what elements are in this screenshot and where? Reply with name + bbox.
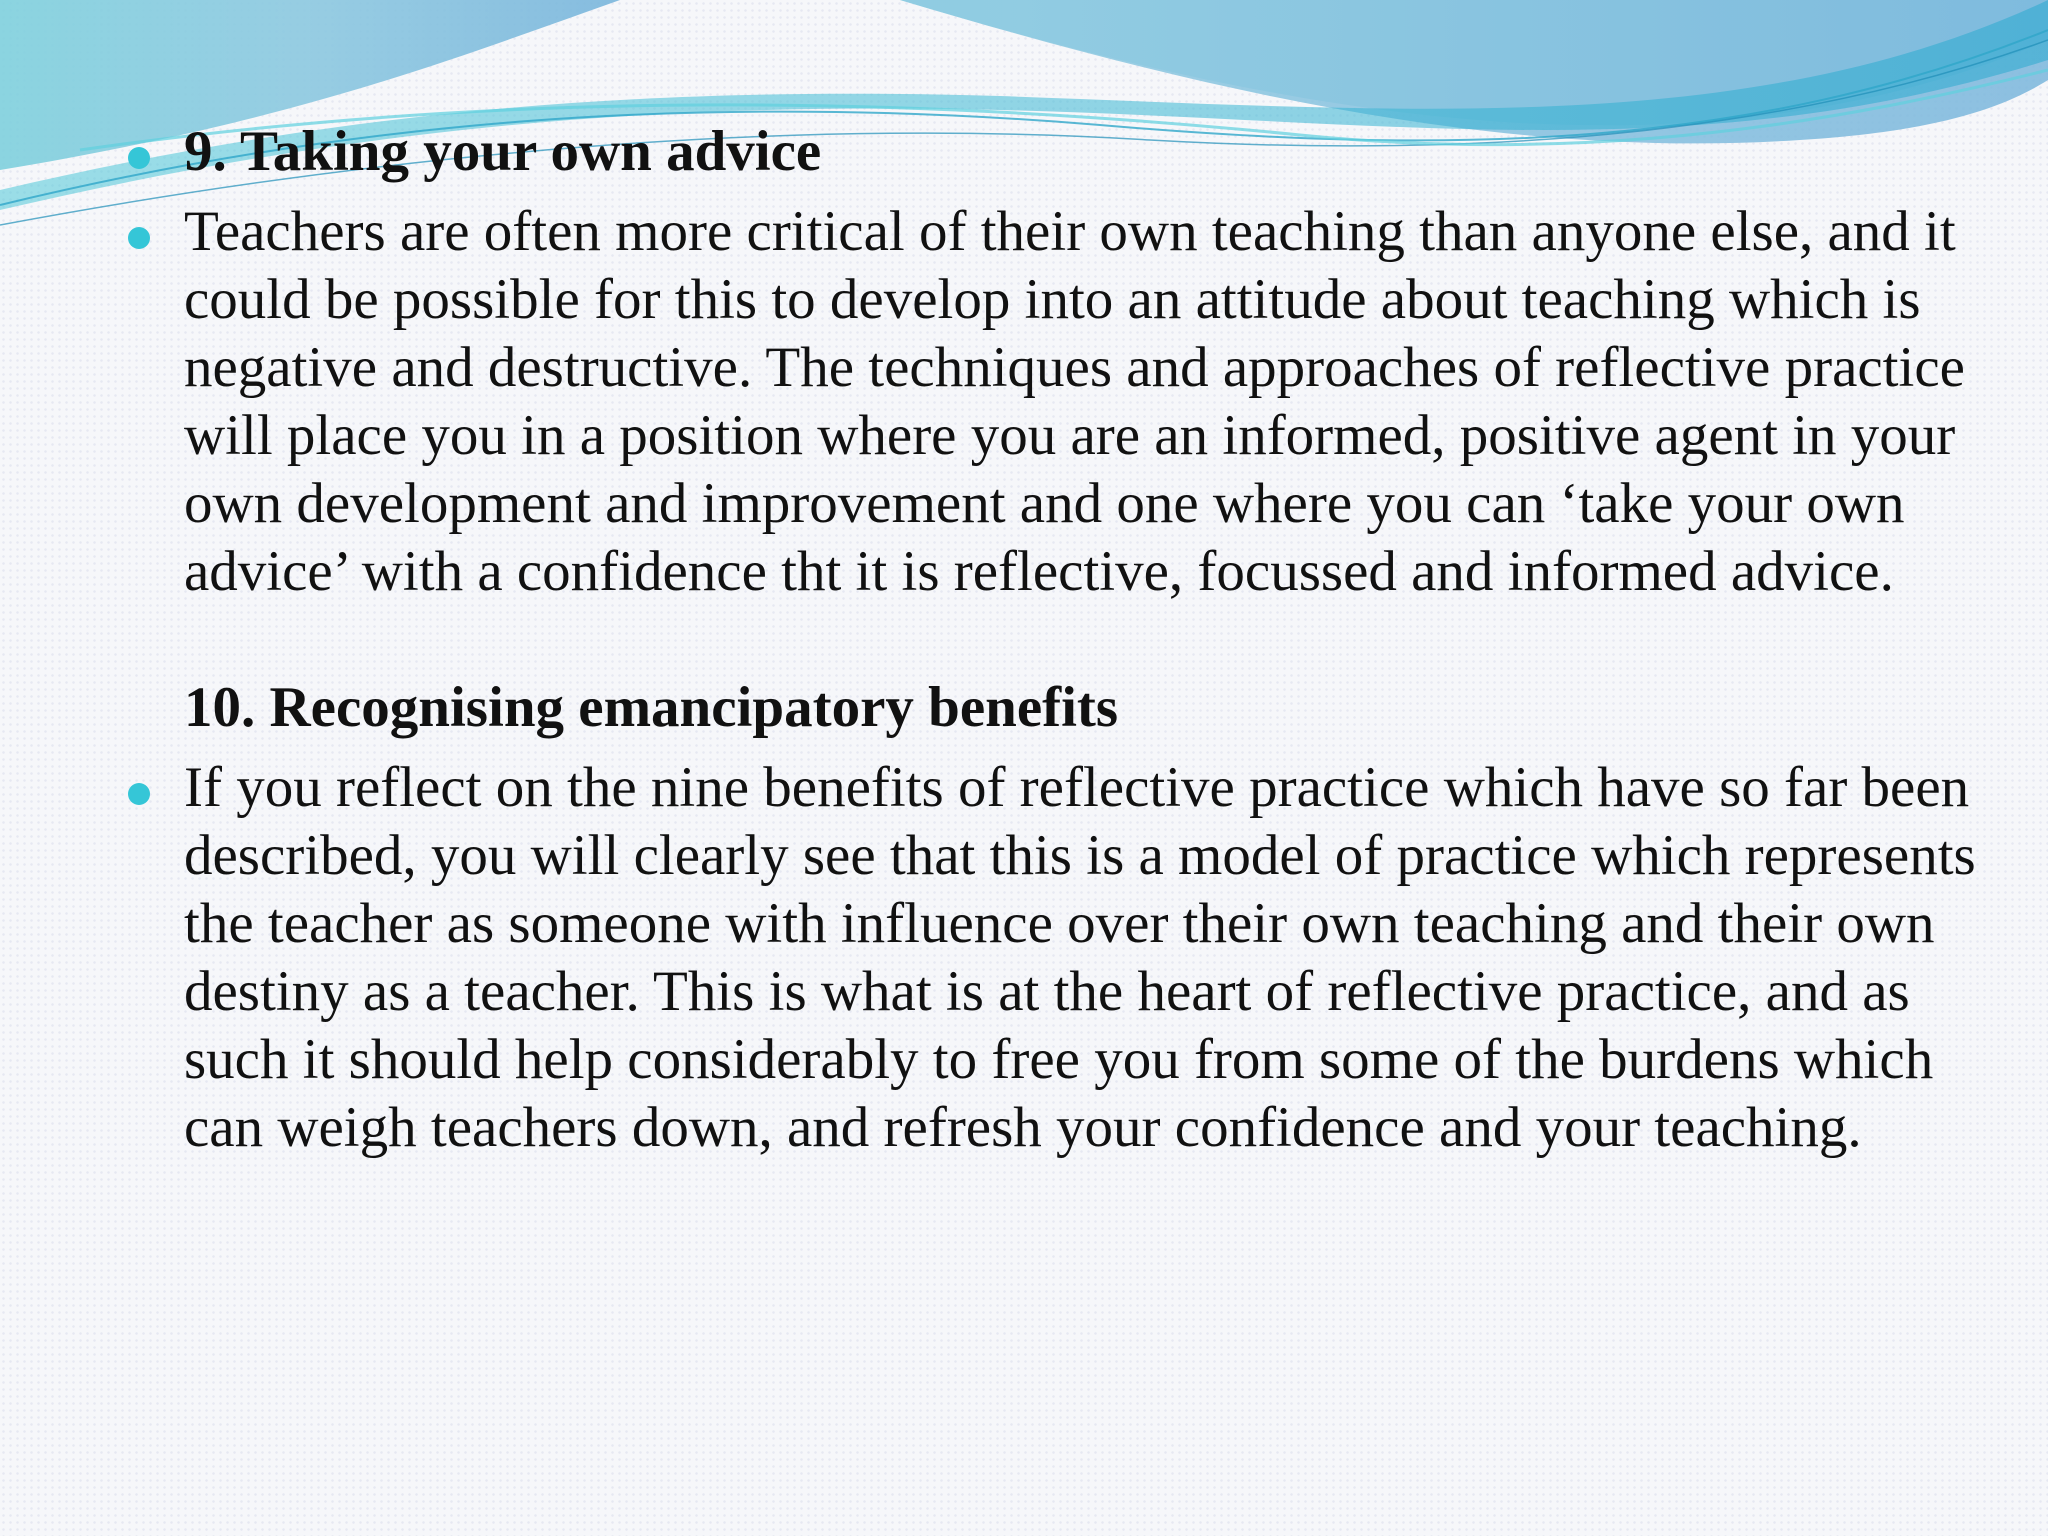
section-heading-9: 9. Taking your own advice xyxy=(184,120,822,183)
paragraph-text-10: If you reflect on the nine benefits of reflective practice which have so far been described, you will clearly see that this is a model of practice which represents the teacher as someone with influence over their own teaching and their own destiny as a teacher. This is what is at the heart of reflective practice, and as such it should help considerably to free you from some of the burdens which can weigh teachers down, and refresh your confidence and your teaching. xyxy=(184,756,1976,1159)
bullet-item-heading-9 xyxy=(128,118,1988,186)
circle-bullet-icon xyxy=(128,227,150,249)
circle-bullet-icon xyxy=(128,783,150,805)
slide-content xyxy=(128,118,1988,1162)
bullet-item-paragraph-9 xyxy=(128,198,1988,606)
circle-bullet-icon xyxy=(128,147,150,169)
spacer xyxy=(128,606,1988,674)
paragraph-text-9: Teachers are often more critical of their own teaching than anyone else, and it could be possible for this to develop into an attitude about teaching which is negative and destructive. The techniques and approaches of reflective practice will place you in a position where you are an informed, positive agent in your own development and improvement and one where you can ‘take your own advice’ with a confidence tht it is reflective, focussed and informed advice. xyxy=(184,200,1965,603)
section-heading-10: 10. Recognising emancipatory benefits xyxy=(184,676,1119,739)
bullet-item-paragraph-10 xyxy=(128,754,1988,1162)
